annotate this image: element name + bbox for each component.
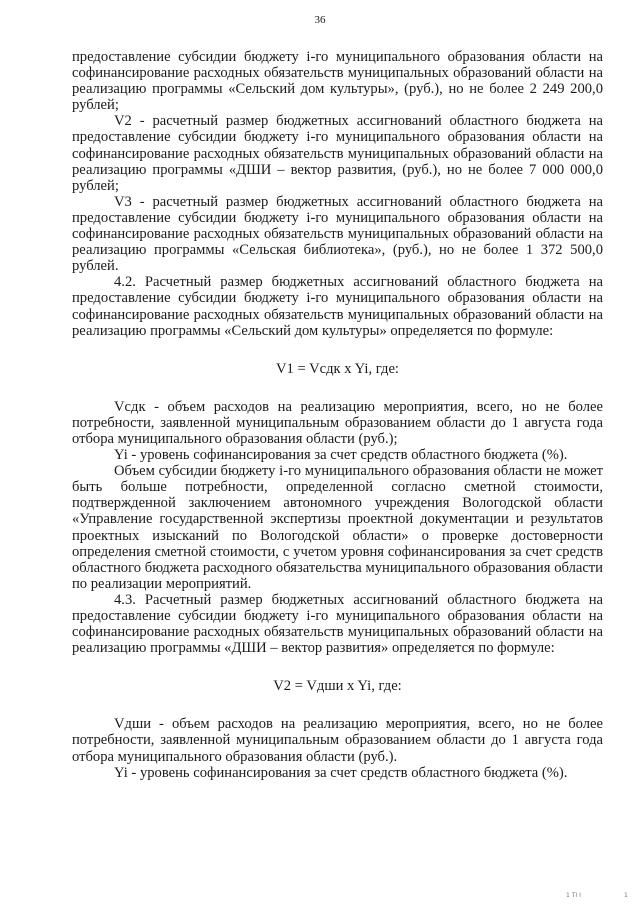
- formula-v2: V2 = Vдши x Yi, где:: [273, 678, 402, 695]
- paragraph-vsdk-definition: Vсдк - объем расходов на реализацию мероприятия, всего, но не более потребности, заявленной муниципальным образованием области до 1 августа года отбора муниципального образования области (руб.);: [72, 398, 603, 447]
- paragraph-v3-definition: V3 - расчетный размер бюджетных ассигнований областного бюджета на предоставление субсидии бюджету i-го муниципального образования области на софинансирование расходных обязательств муниципальных образований области на реализацию программы «Сельская библиотека», (руб.), но не более 1 372 500,0 рублей.: [72, 193, 603, 275]
- paragraph-subsidy-limit: Объем субсидии бюджету i-го муниципального образования области не может быть больше потребности, определенной согласно сметной стоимости, подтвержденной заключением автономного учреждения Вологодской области «Управление государственной экспертизы проектной документации и результатов проектных изысканий по Вологодской области» о проверке достоверности определения сметной стоимости, с учетом уровня софинансирования за счет средств областного бюджета расходного обязательства муниципального образования области по реализации мероприятий.: [72, 463, 603, 592]
- paragraph-yi-definition: Yi - уровень софинансирования за счет средств областного бюджета (%).: [114, 447, 568, 464]
- footer-scan-mark-right: 1: [624, 892, 628, 899]
- paragraph-v1-continuation: предоставление субсидии бюджету i-го муниципального образования области на софинансирование расходных обязательств муниципальных образований области на реализацию программы «Сельский дом культуры», (руб.), но не более 2 249 200,0 рублей;: [72, 49, 603, 114]
- formula-v1: V1 = Vсдк x Yi, где:: [276, 360, 399, 377]
- paragraph-v2-definition: V2 - расчетный размер бюджетных ассигнований областного бюджета на предоставление субсидии бюджету i-го муниципального образования области на софинансирование расходных обязательств муниципальных образований области на реализацию программы «ДШИ – вектор развития, (руб.), но не более 7 000 000,0 рублей;: [72, 113, 603, 194]
- page-number: 36: [314, 14, 326, 26]
- document-body: [72, 49, 603, 781]
- paragraph-vdshi-definition: Vдши - объем расходов на реализацию мероприятия, всего, но не более потребности, заявленной муниципальным образованием области до 1 августа года отбора муниципального образования области (руб.).: [72, 716, 603, 765]
- paragraph-section-4-3: 4.3. Расчетный размер бюджетных ассигнований областного бюджета на предоставление субсидии бюджету i-го муниципального образования области на софинансирование расходных обязательств муниципальных образований области на реализацию программы «ДШИ – вектор развития» определяется по формуле:: [72, 591, 603, 657]
- paragraph-section-4-2: 4.2. Расчетный размер бюджетных ассигнований областного бюджета на предоставление субсидии бюджету i-го муниципального образования области на софинансирование расходных обязательств муниципальных образований области на реализацию программы «Сельский дом культуры» определяется по формуле:: [72, 274, 603, 339]
- footer-scan-mark: 1 TI I: [566, 892, 581, 899]
- paragraph-yi-definition-2: Yi - уровень софинансирования за счет средств областного бюджета (%).: [114, 764, 568, 781]
